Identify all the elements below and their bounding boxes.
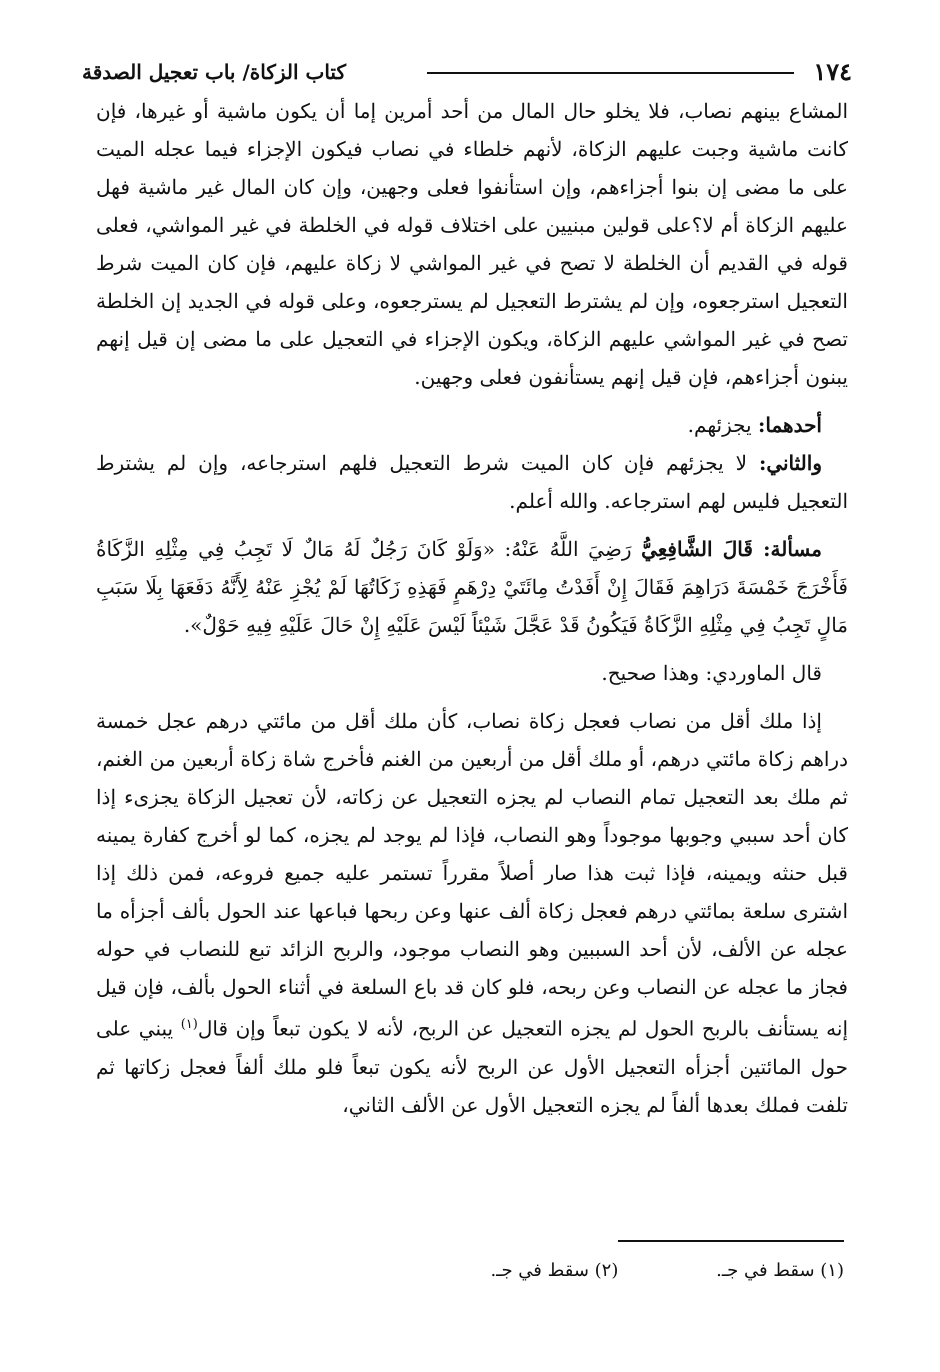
footnote-rule — [618, 1240, 844, 1242]
page-number: ١٧٤ — [813, 57, 852, 86]
running-title: كتاب الزكاة/ باب تعجيل الصدقة — [82, 60, 346, 84]
paragraph-second-view — [96, 444, 848, 520]
header-rule — [427, 72, 794, 74]
ruling-text-end: يبني على حول المائتين أجزأه التعجيل الأول عن الربح لأنه يكون تبعاً فلو ملك ألفاً فعجل زكاتها ثم تلفت فملك بعدها ألفاً لم يجزه التعجيل الأول عن الألف الثاني، — [96, 1016, 848, 1117]
first-view-label: أحدهما: — [757, 413, 822, 437]
first-view-text: يجزئهم. — [687, 413, 758, 437]
masala-paragraph — [96, 530, 848, 644]
mawardi-line: قال الماوردي: وهذا صحيح. — [601, 661, 822, 685]
paragraph-opening: المشاع بينهم نصاب، فلا يخلو حال المال من أحد أمرين إما أن يكون ماشية أو غيرها، فإن كانت ماشية وجبت عليهم الزكاة، لأنهم خلطاء في نصاب فيكون الإجزاء فيما عجله الميت على ما مضى إن بنوا أجزاءهم، وإن استأنفوا فعلى وجهين، وإن كان المال غير ماشية فهل عليهم الزكاة أم لا؟على قولين مبنيين على اختلاف قوله في الخلطة في غير المواشي، فعلى قوله في القديم أن الخلطة لا تصح في غير المواشي لا زكاة عليهم، فإن كان الميت شرط التعجيل استرجعوه، وإن لم يشترط التعجيل لم يسترجعوه، وعلى قوله في الجديد إن الخلطة تصح في غير المواشي عليهم الزكاة، ويكون الإجزاء في التعجيل على ما مضى إن قيل إنهم يبنون أجزاءهم، فإن قيل إنهم يستأنفون فعلى وجهين. — [96, 99, 848, 389]
second-view-text: لا يجزئهم فإن كان الميت شرط التعجيل فلهم استرجاعه، وإن لم يشترط التعجيل فليس لهم استرجاعه. والله أعلم. — [96, 451, 848, 513]
ruling-text: إذا ملك أقل من نصاب فعجل زكاة نصاب، كأن ملك أقل من مائتي درهم عجل خمسة دراهم زكاة مائتي درهم، أو ملك أقل من أربعين من الغنم فأخرج شاة زكاة أربعين من الغنم، ثم ملك بعد التعجيل تمام النصاب لم يجزه التعجيل عن زكاته، لأن تعجيل الزكاة يجزىء إذا كان أحد سببي وجوبها موجوداً وهو النصاب، فإذا لم يوجد لم يجزه، كما لو أخرج كفارة يمينه قبل حنثه ويمينه، فإذا ثبت هذا صار أصلاً مقرراً تستمر عليه جميع فروعه، فمن ذلك إذا اشترى سلعة بمائتي درهم فعجل زكاة ألف عنها وعن ربحها فباعها عند الحول بألف أجزأه ما عجله عن الألف، لأن أحد السببين وهو النصاب موجود، والربح الزائد تبع للنصاب في حوله فجاز ما عجله عن النصاب وعن ربحه، فلو كان قد باع السلعة في أثناء الحول بألف، فإن قيل إنه يستأنف بالربح الحول لم يجزه التعجيل عن الربح، لأنه لا يكون تبعاً وإن قال — [96, 709, 849, 1041]
paragraph-main-ruling — [96, 702, 848, 1124]
second-view-label: والثاني: — [758, 451, 822, 475]
masala-speaker: قَالَ الشَّافِعِيُّ — [641, 537, 764, 561]
masala-label: مسألة: — [763, 537, 822, 561]
footnote-1: (١) سقط في جـ. — [716, 1260, 844, 1281]
paragraph-first-view — [96, 406, 848, 444]
masala-quote: رَضِيَ اللَّهُ عَنْهُ: «وَلَوْ كَانَ رَجُلٌ لَهُ مَالٌ لَا تَجِبُ فِي مِثْلِهِ الزَّكَاةُ فَأَخْرَجَ خَمْسَةَ دَرَاهِمَ فَقَالَ إِنْ أَفَدْتُ مِائَتَيْ دِرْهَمٍ فَهَذِهِ زَكَاتُهَا لَمْ يُجْزِ عَنْهُ لِأَنَّهُ دَفَعَهَا بِلَا سَبَبِ مَالٍ تَجِبُ فِي مِثْلِهِ الزَّكَاةُ فَيَكُونُ قَدْ عَجَّلَ شَيْئاً لَيْسَ عَلَيْهِ إِنْ حَالَ عَلَيْهِ فِيهِ حَوْلٌ». — [96, 537, 848, 637]
footnote-2: (٢) سقط في جـ. — [490, 1260, 619, 1281]
main-text — [96, 92, 848, 1124]
footnotes — [224, 1258, 844, 1284]
page-header — [82, 52, 852, 92]
footnote-marker: (١) — [180, 1017, 198, 1032]
